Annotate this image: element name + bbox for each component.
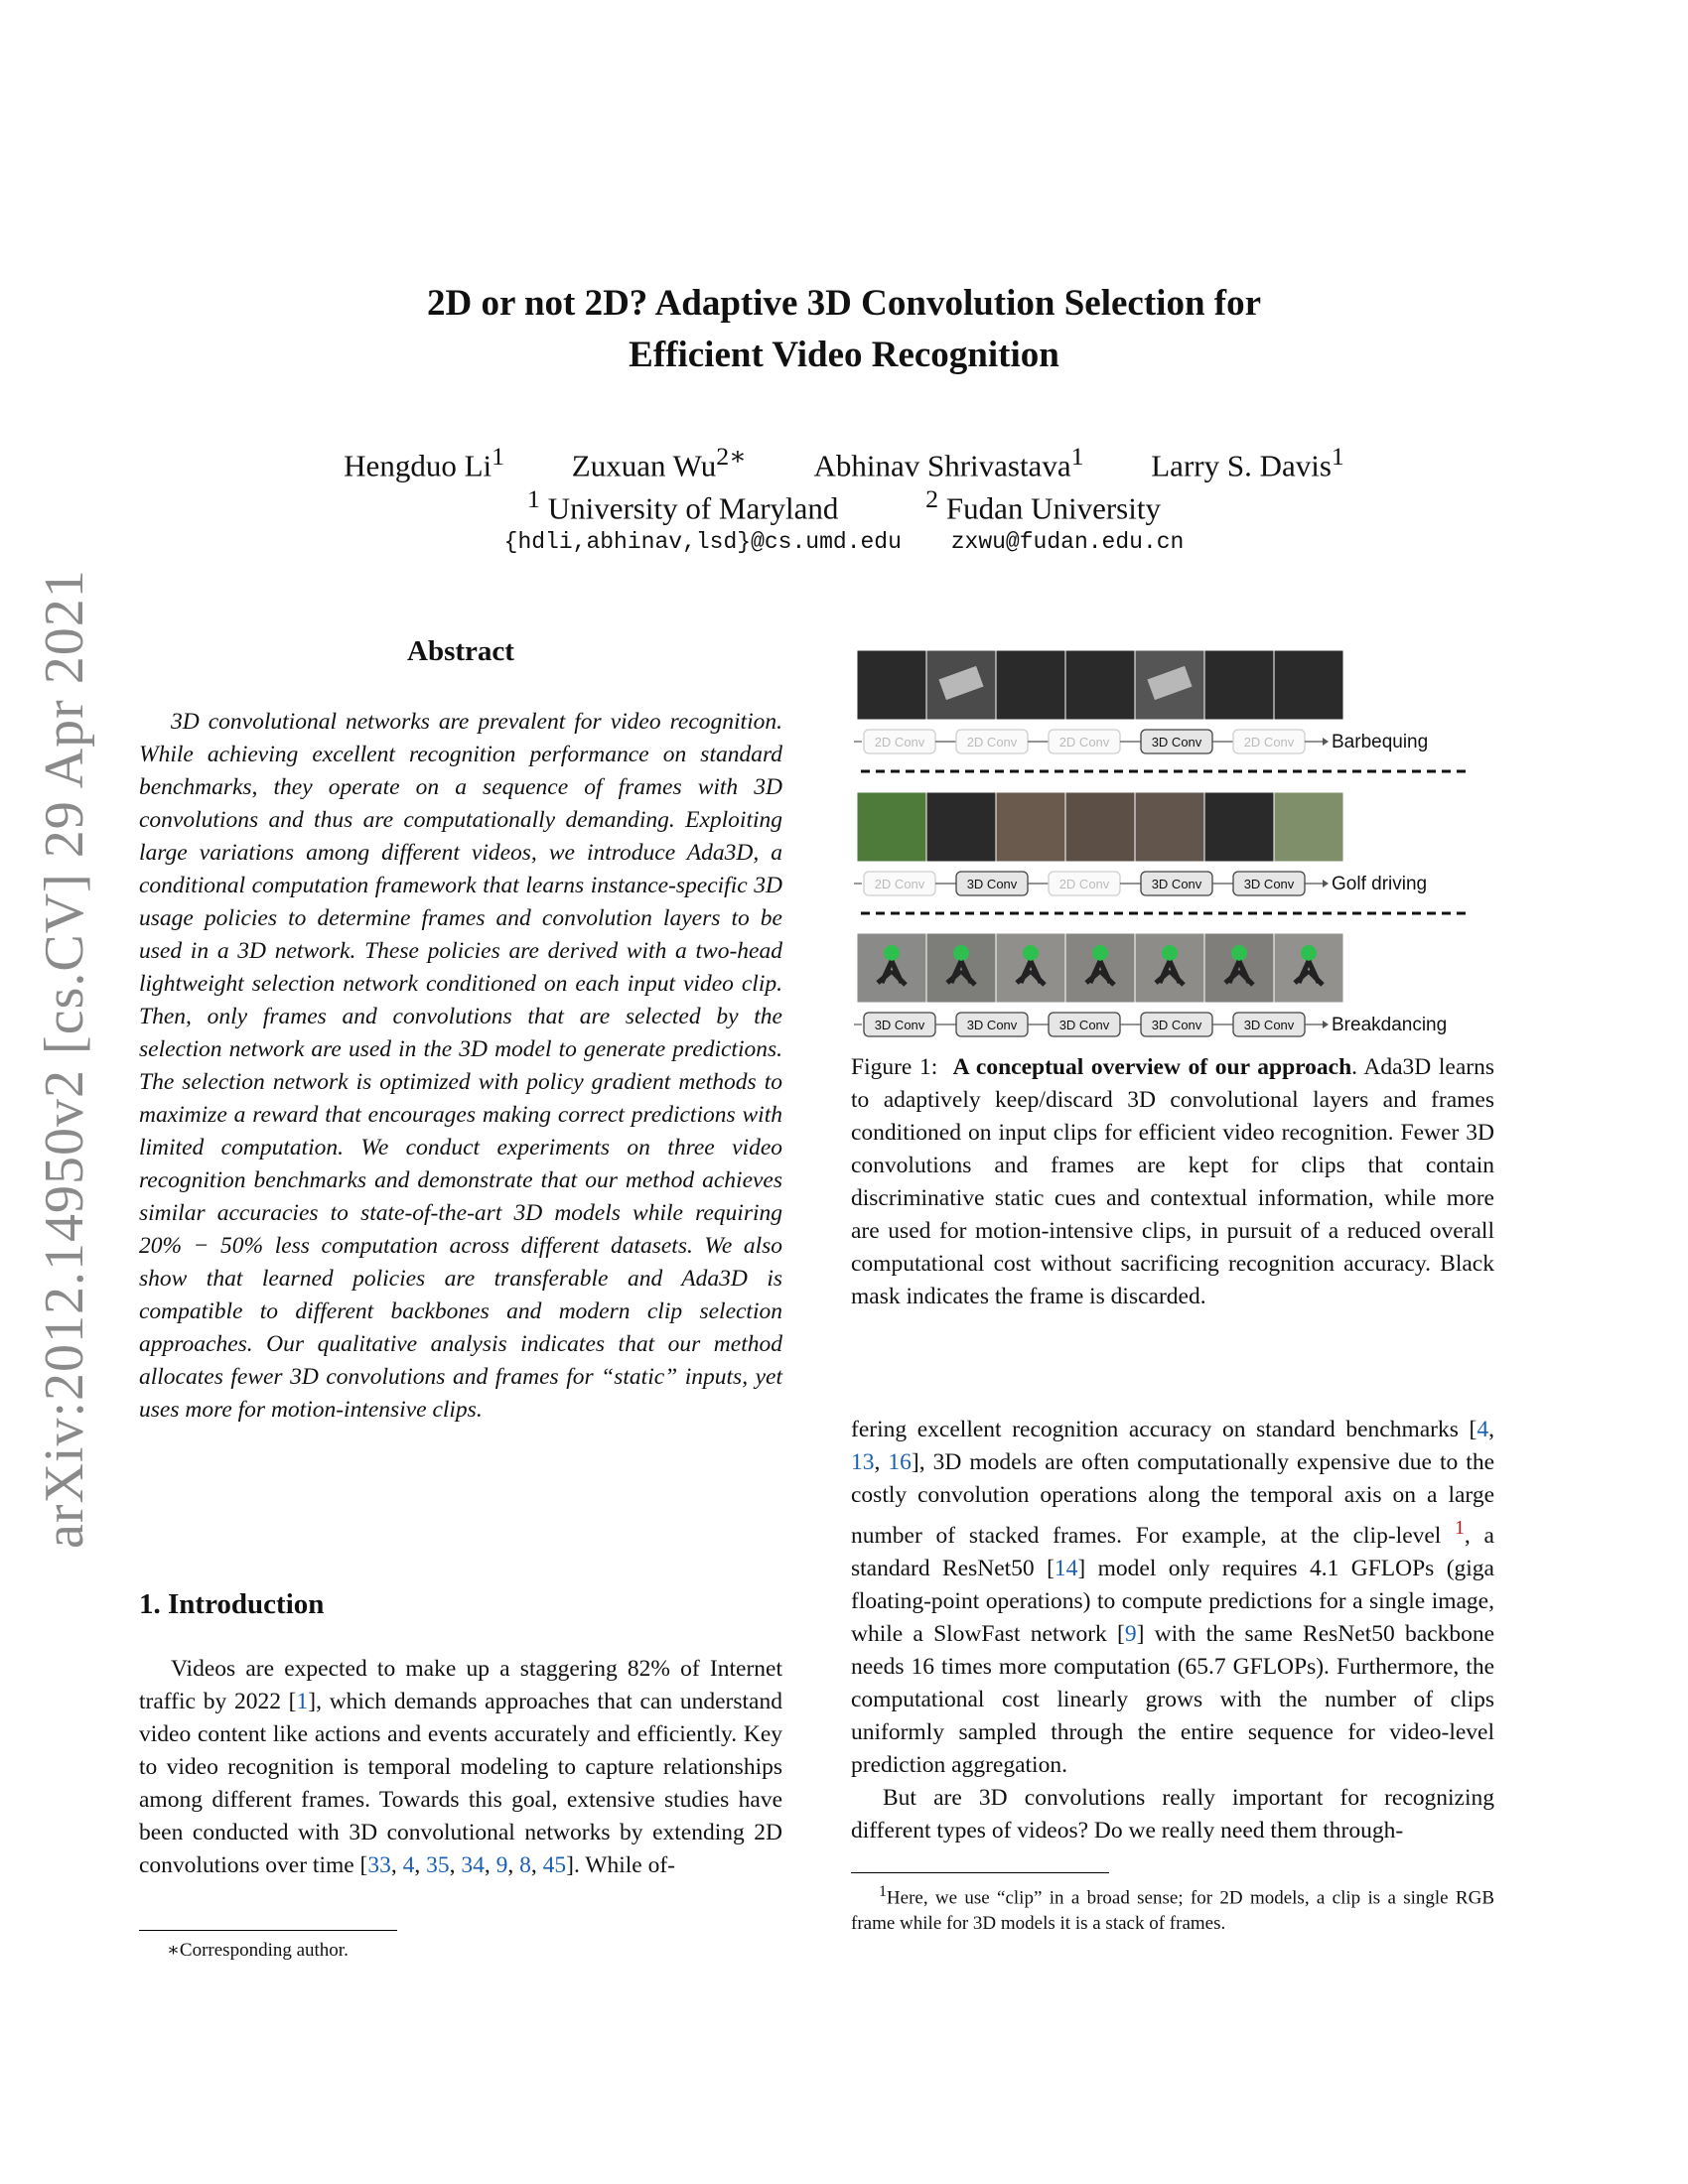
arrow-head-icon [1323, 1021, 1329, 1028]
citation-link[interactable]: 4 [1477, 1417, 1489, 1442]
footnote-rule [139, 1930, 397, 1931]
author: Zuxuan $Wu^{2∗}$ [571, 442, 747, 483]
video-frame [996, 933, 1065, 1003]
video-frame [1135, 933, 1204, 1003]
email[interactable]: zxwu@fudan.edu.cn [950, 529, 1185, 555]
citation-link[interactable]: 4 [402, 1852, 415, 1878]
citation-link[interactable]: 45 [542, 1852, 567, 1878]
conv-block-label: 2D Conv [1058, 735, 1110, 750]
conv-block-label: 3D Conv [1151, 1018, 1202, 1032]
video-frame [926, 933, 996, 1003]
video-frame [1274, 650, 1343, 720]
dancer-head-icon [953, 945, 969, 961]
video-frame [1274, 933, 1343, 1003]
dancer-head-icon [884, 945, 900, 961]
figure-caption-title: A conceptual overview of our approach [952, 1054, 1352, 1080]
citation-link[interactable]: 34 [461, 1852, 485, 1878]
conv-block-label: 2D Conv [874, 735, 925, 750]
citation-link[interactable]: 8 [519, 1852, 531, 1878]
video-frame [1135, 792, 1204, 862]
arrow-head-icon [1323, 880, 1329, 887]
footnote-rule [851, 1872, 1109, 1873]
footnote-clip-definition: $^1$Here, we use “clip” in a broad sense; for 2D models, a clip is a single RGB frame while for 3D models it is a stack of frames. [851, 1883, 1494, 1935]
conv-block-label: 2D Conv [966, 735, 1018, 750]
video-frame [1274, 792, 1343, 862]
figure-caption: Figure 1: A conceptual overview of our approach. Ada3D learns to adaptively keep/discard 3D convolutional layers and frames conditioned on input clips for efficient video recognition. Fewer 3D convolutions and frames are kept for clips that contain discriminative static cues and contextual information, while more are used for motion-intensive clips, in pursuit of a reduced overall computational cost without sacrificing recognition accuracy. Black mask indicates the frame is discarded. [851, 1054, 1495, 1309]
conv-block-label: 3D Conv [1243, 877, 1295, 891]
class-label: Barbequing [1332, 732, 1429, 752]
conv-block-label: 3D Conv [966, 877, 1018, 891]
video-frame [857, 933, 926, 1003]
footnote-corresponding-author: ∗Corresponding author. [167, 1940, 349, 1961]
video-frame [1065, 650, 1135, 720]
abstract-heading: Abstract [407, 635, 514, 667]
video-frame [857, 792, 926, 862]
conv-block-label: 3D Conv [1058, 1018, 1110, 1032]
citation-link[interactable]: 14 [1054, 1555, 1078, 1581]
arrow-head-icon [1323, 738, 1329, 746]
video-frame [1065, 792, 1135, 862]
author: Larry S. Davis$^1$ [1151, 442, 1344, 483]
class-label: Golf driving [1332, 874, 1428, 894]
conv-block-label: 3D Conv [966, 1018, 1018, 1032]
video-frame [1065, 933, 1135, 1003]
abstract-text: 3D convolutional networks are prevalent for video recognition. While achieving excellent recognition performance on standard benchmarks, they operate on a sequence of frames with 3D convolutions and thus are computationally demanding. Exploiting large variations among different videos, we introduce Ada3D, a conditional computation framework that learns instance-specific 3D usage policies to determine frames and convolution layers to be used in a 3D network. These policies are derived with a two-head lightweight selection network conditioned on each input video clip. Then, only frames and convolutions that are selected by the selection network are used in the 3D model to generate predictions. The selection network is optimized with policy gradient methods to maximize a reward that encourages making correct predictions with limited computation. We conduct experiments on three video recognition benchmarks and demonstrate that our method achieves similar accuracies to state-of-the-art 3D models while requiring 20% − 50% less computation across different datasets. We also show that learned policies are transferable and Ada3D is compatible to different backbones and modern clip selection approaches. Our qualitative analysis indicates that our method allocates fewer 3D convolutions and frames for “static” inputs, yet uses more for motion-intensive clips. [139, 709, 782, 1423]
dancer-head-icon [1162, 945, 1178, 961]
video-frame [1204, 792, 1274, 862]
figure-1-diagram [854, 650, 1479, 1042]
footnote-ref[interactable]: 1 [1455, 1518, 1465, 1539]
author-list [0, 437, 1688, 485]
class-label: Breakdancing [1332, 1015, 1448, 1035]
dancer-head-icon [1023, 945, 1039, 961]
citation-link[interactable]: 35 [426, 1852, 450, 1878]
arxiv-sidebar-stamp: arXiv:2012.14950v2 [cs.CV] 29 Apr 2021 [34, 569, 95, 1549]
video-frame [857, 650, 926, 720]
conv-block-label: 2D Conv [1058, 877, 1110, 891]
intro-paragraph: Videos are expected to make up a staggering 82% of Internet traffic by 2022 [1], which demands approaches that can understand video content like actions and events accurately and efficiently. Key to video recognition is temporal modeling to capture relationships among different frames. Towards this goal, extensive studies have been conducted with 3D convolutional networks by extending 2D convolutions over time [33, 4, 35, 34, 9, 8, 45]. While of- [139, 1656, 782, 1878]
dancer-head-icon [1231, 945, 1247, 961]
conv-block-label: 3D Conv [1151, 735, 1202, 750]
conv-block-label: 2D Conv [874, 877, 925, 891]
email-list [0, 529, 1688, 555]
section-heading-introduction: 1. Introduction [139, 1588, 325, 1620]
citation-link[interactable]: 9 [1124, 1620, 1137, 1647]
affiliation: $^2$ Fudan University [925, 484, 1161, 526]
conv-block-label: 2D Conv [1243, 735, 1295, 750]
citation-link[interactable]: 33 [367, 1852, 391, 1878]
author: Hengduo Li$^1$ [344, 442, 505, 483]
title-line-2: Efficient Video Recognition [629, 335, 1059, 375]
conv-block-label: 3D Conv [874, 1018, 925, 1032]
right-column-text [851, 1414, 1494, 1847]
body-paragraph: fering excellent recognition accuracy on standard benchmarks [4, 13, 16], 3D models are often computationally expensive due to the costly convolution operations along the temporal axis on a large number of stacked frames. For example, at the clip-level $^1$, a standard ResNet50 [14] model only requires 4.1 GFLOPs (giga floating-point operations) to compute predictions for a single image, while a SlowFast network [9] with the same ResNet50 backbone needs 16 times more computation (65.7 GFLOPs). Furthermore, the computational cost linearly grows with the number of clips uniformly sampled through the entire sequence for video-level prediction aggregation. [851, 1417, 1494, 1778]
email[interactable]: {hdli,abhinav,lsd}@cs.umd.edu [503, 529, 902, 555]
affiliation: $^1$ University of Maryland [527, 484, 839, 526]
citation-group: 4, 13, 16 [851, 1417, 1494, 1475]
citation-group: 33, 4, 35, 34, 9, 8, 45 [367, 1852, 567, 1878]
affiliation-list [0, 479, 1688, 528]
body-paragraph: But are 3D convolutions really important for recognizing different types of videos? Do we really need them through- [851, 1784, 1494, 1843]
author: Abhinav Shrivastava$^1$ [813, 442, 1084, 483]
citation-link[interactable]: 1 [296, 1689, 309, 1714]
dancer-head-icon [1301, 945, 1317, 961]
video-frame [996, 792, 1065, 862]
paper-title [0, 278, 1688, 381]
conv-block-label: 3D Conv [1151, 877, 1202, 891]
citation-link[interactable]: 16 [888, 1449, 912, 1475]
conv-block-label: 3D Conv [1243, 1018, 1295, 1032]
dancer-head-icon [1092, 945, 1108, 961]
video-frame [996, 650, 1065, 720]
video-frame [926, 792, 996, 862]
title-line-1: 2D or not 2D? Adaptive 3D Convolution Selection for [426, 283, 1262, 324]
video-frame [1204, 933, 1274, 1003]
video-frame [1204, 650, 1274, 720]
citation-link[interactable]: 13 [851, 1449, 875, 1475]
citation-link[interactable]: 9 [495, 1852, 508, 1878]
